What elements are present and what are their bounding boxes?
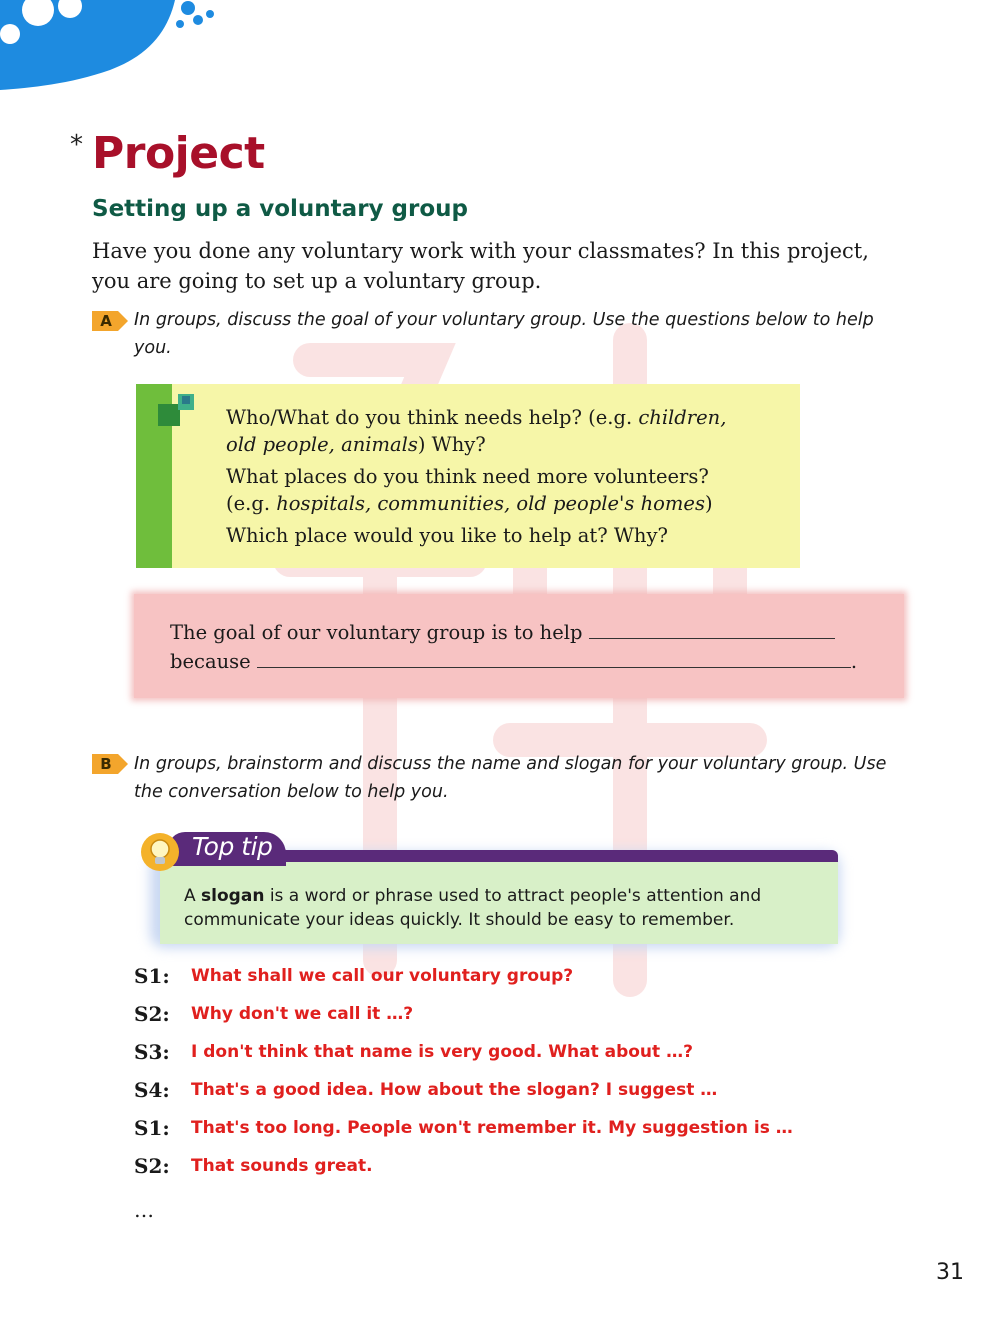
continuation-ellipsis: …	[134, 1198, 154, 1222]
goal-line-1: The goal of our voluntary group is to help	[170, 621, 583, 644]
corner-blob-decoration	[0, 0, 230, 95]
question-3: Which place would you like to help at? Why?	[226, 524, 668, 547]
speaker-label: S2:	[134, 1002, 170, 1026]
task-b-badge	[92, 754, 126, 774]
utterance: That's too long. People won't remember it. My suggestion is …	[191, 1118, 793, 1138]
task-b-instruction: In groups, brainstorm and discuss the name and slogan for your voluntary group. Use the conversation below to help you.	[134, 754, 887, 802]
speaker-label: S1:	[134, 1116, 170, 1140]
question-2: What places do you think need more volunteers? (e.g. hospitals, communities, old people's homes)	[226, 465, 713, 515]
goal-blank-2[interactable]	[257, 647, 851, 668]
page-title: Project	[92, 128, 265, 179]
utterance: That's a good idea. How about the slogan? I suggest …	[191, 1080, 718, 1100]
goal-blank-1[interactable]	[589, 618, 835, 639]
task-a-badge	[92, 311, 126, 331]
top-tip-panel	[140, 832, 850, 952]
guide-questions	[226, 404, 786, 554]
speaker-label: S4:	[134, 1078, 170, 1102]
speaker-label: S1:	[134, 964, 170, 988]
top-tip-label: Top tip	[192, 832, 273, 861]
optional-asterisk: *	[70, 130, 83, 160]
utterance: Why don't we call it …?	[191, 1004, 414, 1024]
utterance: What shall we call our voluntary group?	[191, 966, 574, 986]
task-a-letter: A	[100, 312, 112, 330]
utterance: I don't think that name is very good. What about …?	[191, 1042, 693, 1062]
task-b-letter: B	[100, 755, 112, 773]
squares-decoration	[158, 394, 198, 430]
project-subtitle: Setting up a voluntary group	[92, 196, 468, 222]
intro-paragraph: Have you done any voluntary work with your classmates? In this project, you are going to set up a voluntary group.	[92, 239, 869, 293]
task-a-instruction: In groups, discuss the goal of your voluntary group. Use the questions below to help you.	[134, 310, 874, 358]
top-tip-text: A slogan is a word or phrase used to attract people's attention and communicate your ideas quickly. It should be easy to remember.	[184, 886, 762, 930]
goal-sentence: The goal of our voluntary group is to help because .	[170, 618, 870, 676]
speaker-label: S2:	[134, 1154, 170, 1178]
lightbulb-icon	[140, 832, 188, 872]
goal-line-2: because	[170, 650, 251, 673]
question-1: Who/What do you think needs help? (e.g. children, old people, animals) Why?	[226, 406, 727, 456]
utterance: That sounds great.	[191, 1156, 373, 1176]
speaker-label: S3:	[134, 1040, 170, 1064]
page-number: 31	[936, 1260, 964, 1285]
